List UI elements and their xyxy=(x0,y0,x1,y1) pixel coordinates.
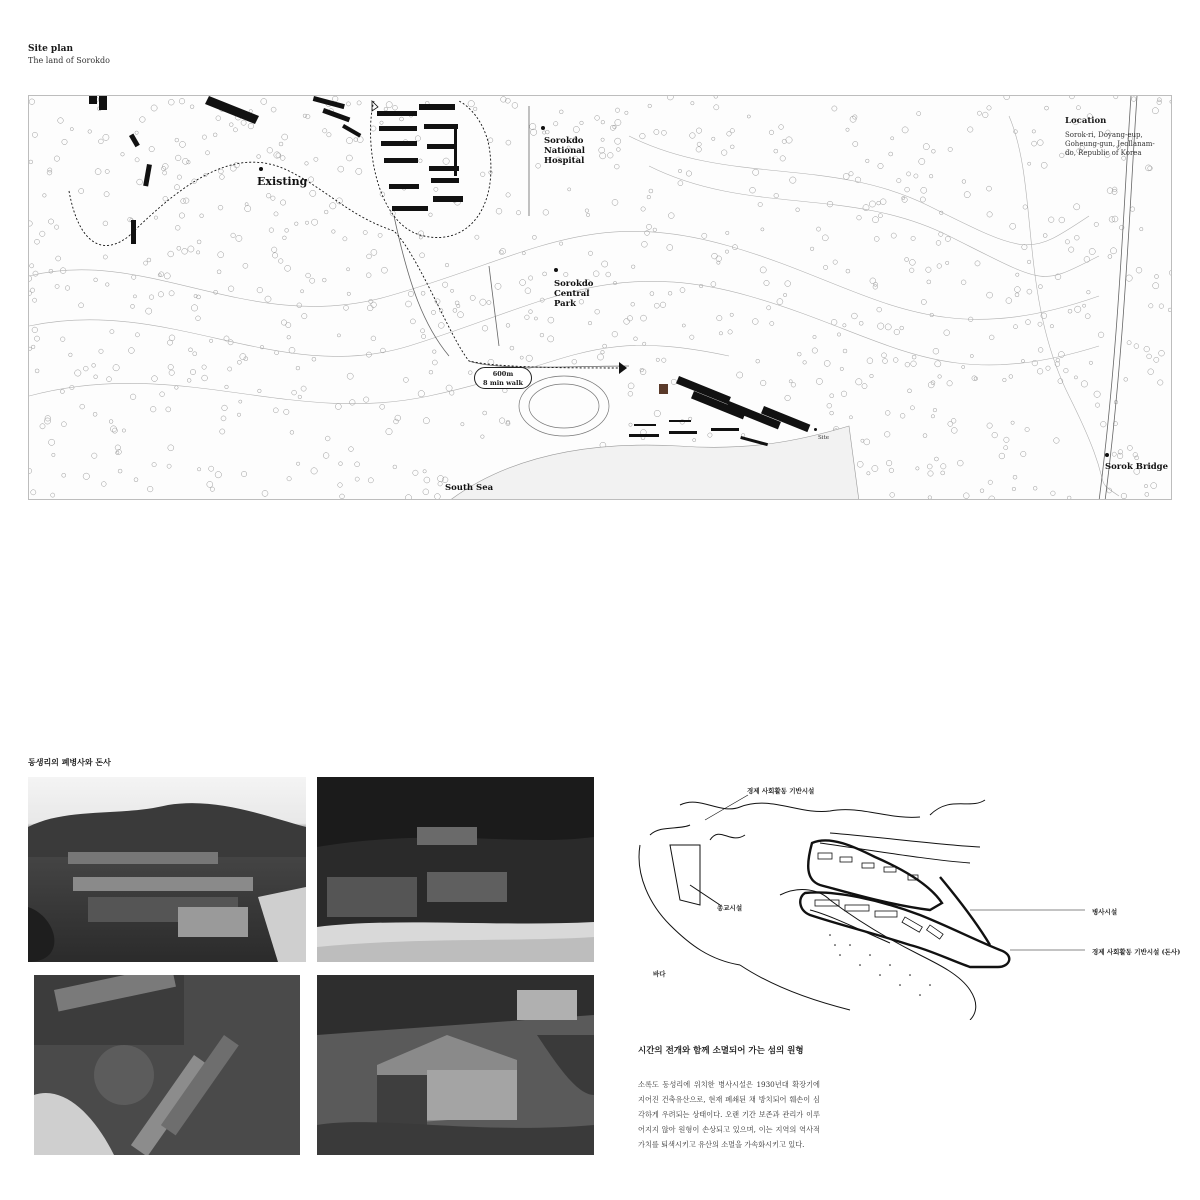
site-buildings xyxy=(629,376,810,446)
stadium xyxy=(519,376,609,436)
diagram-label-religion: 종교시설 xyxy=(717,904,743,912)
walk-time: 8 min walk xyxy=(483,379,523,387)
essay-title: 시간의 전개와 함께 소멸되어 가는 섬의 원형 xyxy=(638,1046,804,1056)
title-block xyxy=(28,43,110,67)
label-hospital: Sorokdo National Hospital xyxy=(544,136,590,166)
page-subtitle: The land of Sorokdo xyxy=(28,56,110,65)
label-site: Site xyxy=(818,435,829,441)
site-marker xyxy=(814,428,817,431)
walk-distance-badge xyxy=(474,367,532,389)
page-title: Site plan xyxy=(28,44,74,54)
label-south-sea: South Sea xyxy=(445,483,494,493)
photo-section-title: 동생리의 폐병사와 돈사 xyxy=(28,757,111,767)
photo-aerial-ruins xyxy=(34,975,300,1155)
diagram-label-pigsty: 경제 사회활동 기반시설 (돈사) xyxy=(1092,948,1181,956)
site-plan-map xyxy=(28,95,1172,500)
location-title: Location xyxy=(1065,116,1107,126)
site-sketch-diagram xyxy=(630,785,1195,1020)
label-central-park: Sorokdo Central Park xyxy=(554,279,614,309)
roads xyxy=(394,96,1137,500)
photo-collapsed-building xyxy=(317,975,594,1155)
photo-abandoned-wards-1 xyxy=(28,777,306,962)
sketch-drawing xyxy=(630,785,1195,1020)
diagram-label-sea: 바다 xyxy=(653,970,666,978)
route-arrow xyxy=(619,362,627,374)
walk-distance: 600m xyxy=(492,370,514,378)
diagram-label-wards: 병사시설 xyxy=(1092,908,1118,916)
photo-abandoned-wards-2 xyxy=(317,777,594,962)
label-existing: Existing xyxy=(257,177,307,187)
location-text: Sorok-ri, Doyang-eup, Goheung-gun, Jeollanam-do, Republic of Korea xyxy=(1065,131,1155,157)
label-sorok-bridge: Sorok Bridge xyxy=(1105,462,1168,472)
essay-body: 소록도 동성리에 위치한 병사시설은 1930년대 확장기에 지어진 건축유산으로, 현재 폐쇄된 채 방치되어 훼손이 심각하게 우려되는 상태이다. 오랜 기간 보존과 관리가 이루어지지 않아 원형이 손상되고 있으며, 이는 지역의 역사적 가치를 퇴색시키고 유산의 소멸을 가속화시키고 있다. xyxy=(638,1080,820,1149)
coast-sea xyxy=(449,426,859,500)
diagram-label-infrastructure: 경제 사회활동 기반시설 xyxy=(747,787,815,795)
